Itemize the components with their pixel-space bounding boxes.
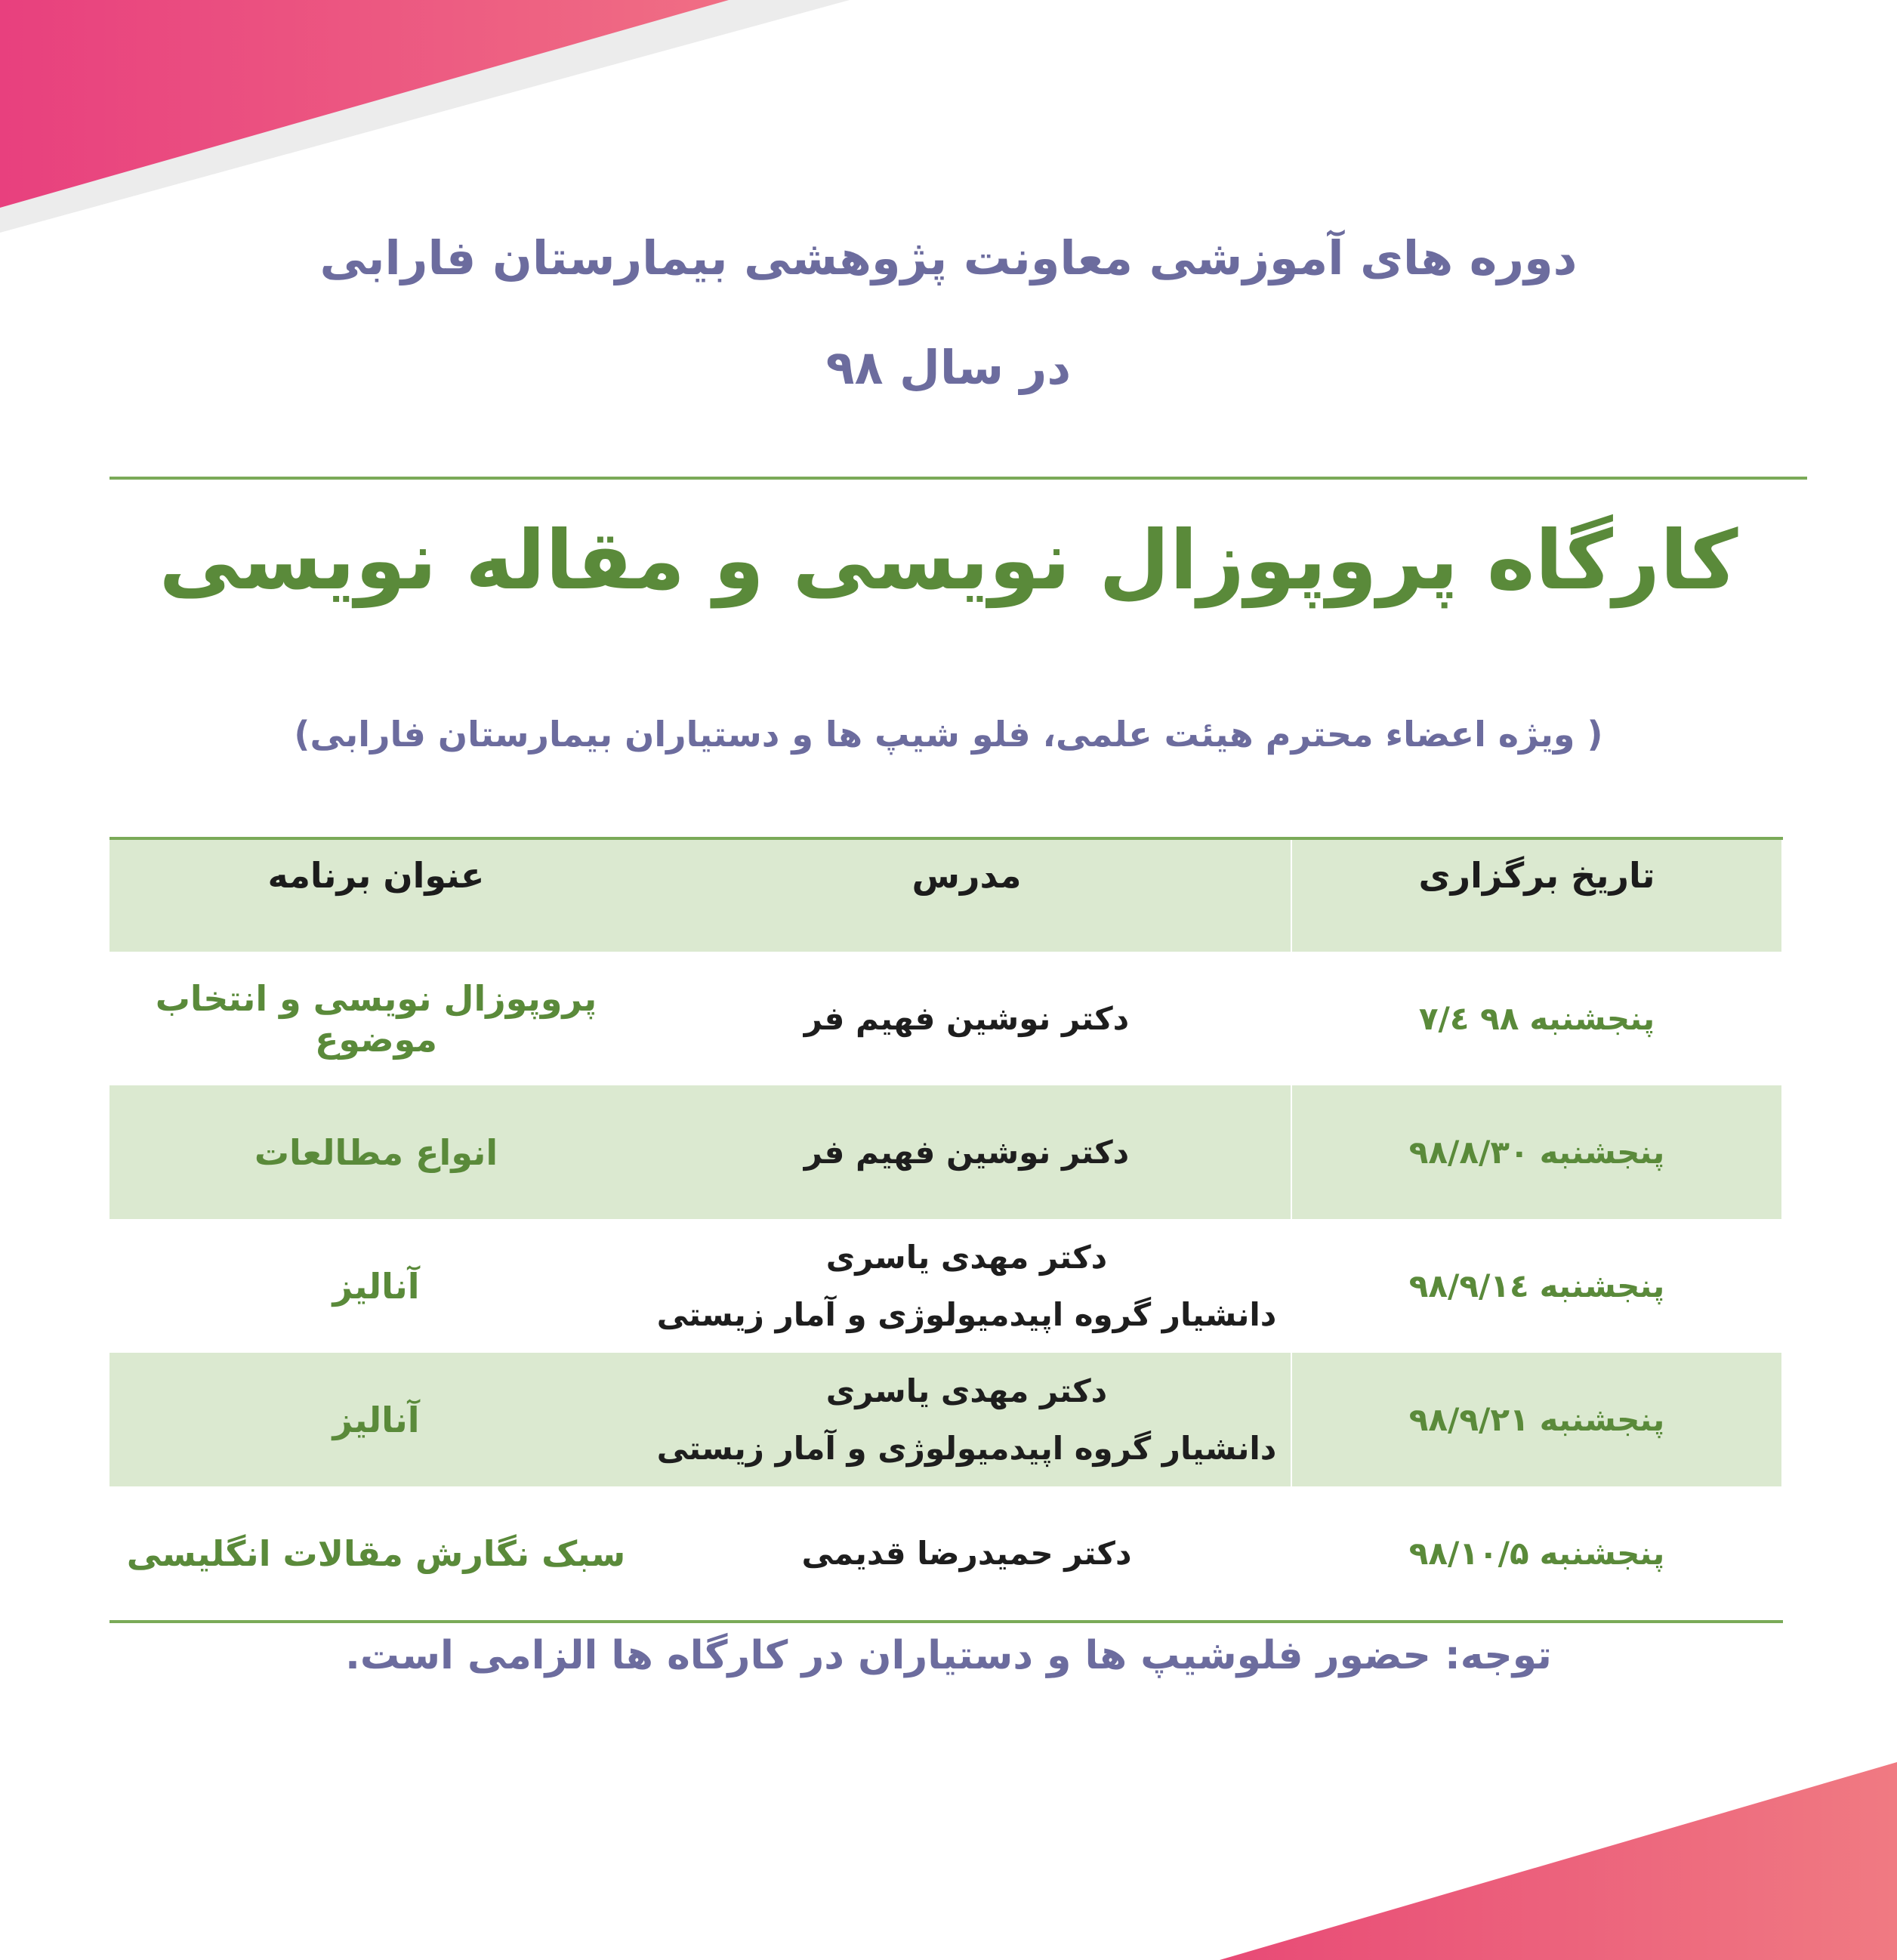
row-teacher-cell	[643, 952, 1292, 1085]
program-title: پروپوزال نویسی و انتخاب موضوع	[155, 977, 597, 1060]
session-date: ۹۸ ۷/٤	[1418, 1000, 1519, 1037]
session-date: ۹۸/۱۰/۵	[1408, 1535, 1529, 1572]
table-row	[110, 1085, 1783, 1219]
row-teacher-cell	[643, 1219, 1292, 1353]
teacher-position: دانشیار گروه اپیدمیولوژی و آمار زیستی	[656, 1295, 1277, 1333]
header-cell-teacher	[643, 840, 1292, 952]
row-title-cell	[110, 1353, 643, 1486]
teacher-name: دکتر مهدی یاسری	[825, 1238, 1108, 1276]
session-date: ۹۸/۸/۳۰	[1408, 1134, 1529, 1171]
header-cell-title	[110, 840, 643, 952]
row-date-cell	[1292, 1486, 1783, 1620]
header-date-label: تاریخ برگزاری	[1418, 855, 1655, 896]
bottom-pink-banner	[1220, 1762, 1897, 1960]
table-row	[110, 952, 1783, 1085]
row-date-cell	[1292, 1353, 1783, 1486]
workshop-title: کارگاه پروپوزال نویسی و مقاله نویسی	[159, 514, 1738, 608]
program-title: سبک نگارش مقالات انگلیسی	[126, 1533, 626, 1574]
row-date-cell	[1292, 952, 1783, 1085]
row-teacher-cell	[643, 1353, 1292, 1486]
row-teacher-cell	[643, 1085, 1292, 1219]
session-date: ۹۸/۹/۱٤	[1408, 1267, 1529, 1304]
session-day: پنجشنبه	[1539, 1535, 1665, 1572]
schedule-table	[110, 837, 1783, 1623]
teacher-name: دکتر نوشین فهیم فر	[804, 999, 1130, 1037]
session-day: پنجشنبه	[1539, 1401, 1665, 1438]
program-title: آنالیز	[332, 1265, 420, 1307]
table-row	[110, 1486, 1783, 1620]
page-subtitle-year: در سال ۹۸	[825, 340, 1072, 395]
header-teacher-label: مدرس	[911, 855, 1022, 896]
table-row	[110, 1353, 1783, 1486]
row-title-cell	[110, 1486, 643, 1620]
session-day: پنجشنبه	[1529, 1000, 1655, 1037]
table-row	[110, 1219, 1783, 1353]
session-day: پنجشنبه	[1539, 1134, 1665, 1171]
attendance-note: توجه: حضور فلوشیپ ها و دستیاران در کارگاه ها الزامی است.	[345, 1633, 1552, 1678]
row-title-cell	[110, 952, 643, 1085]
teacher-name: دکتر مهدی یاسری	[825, 1372, 1108, 1409]
program-title: انواع مطالعات	[254, 1131, 498, 1173]
row-date-cell	[1292, 1085, 1783, 1219]
row-teacher-cell	[643, 1486, 1292, 1620]
program-title: آنالیز	[332, 1399, 420, 1440]
teacher-position: دانشیار گروه اپیدمیولوژی و آمار زیستی	[656, 1429, 1277, 1467]
header-cell-date	[1292, 840, 1783, 952]
top-pink-banner	[0, 0, 729, 208]
row-title-cell	[110, 1219, 643, 1353]
teacher-name: دکتر نوشین فهیم فر	[804, 1133, 1130, 1171]
row-title-cell	[110, 1085, 643, 1219]
teacher-name: دکتر حمیدرضا قدیمی	[801, 1534, 1132, 1572]
page-title: دوره های آموزشی معاونت پژوهشی بیمارستان فارابی	[319, 230, 1578, 286]
divider	[110, 477, 1807, 480]
session-day: پنجشنبه	[1539, 1267, 1665, 1304]
header-title-label: عنوان برنامه	[267, 855, 485, 896]
audience-note: ( ویژه اعضاء محترم هیئت علمی، فلو شیپ ها و دستیاران بیمارستان فارابی)	[294, 714, 1603, 755]
table-header-row	[110, 840, 1783, 952]
row-date-cell	[1292, 1219, 1783, 1353]
session-date: ۹۸/۹/۲۱	[1408, 1401, 1529, 1438]
